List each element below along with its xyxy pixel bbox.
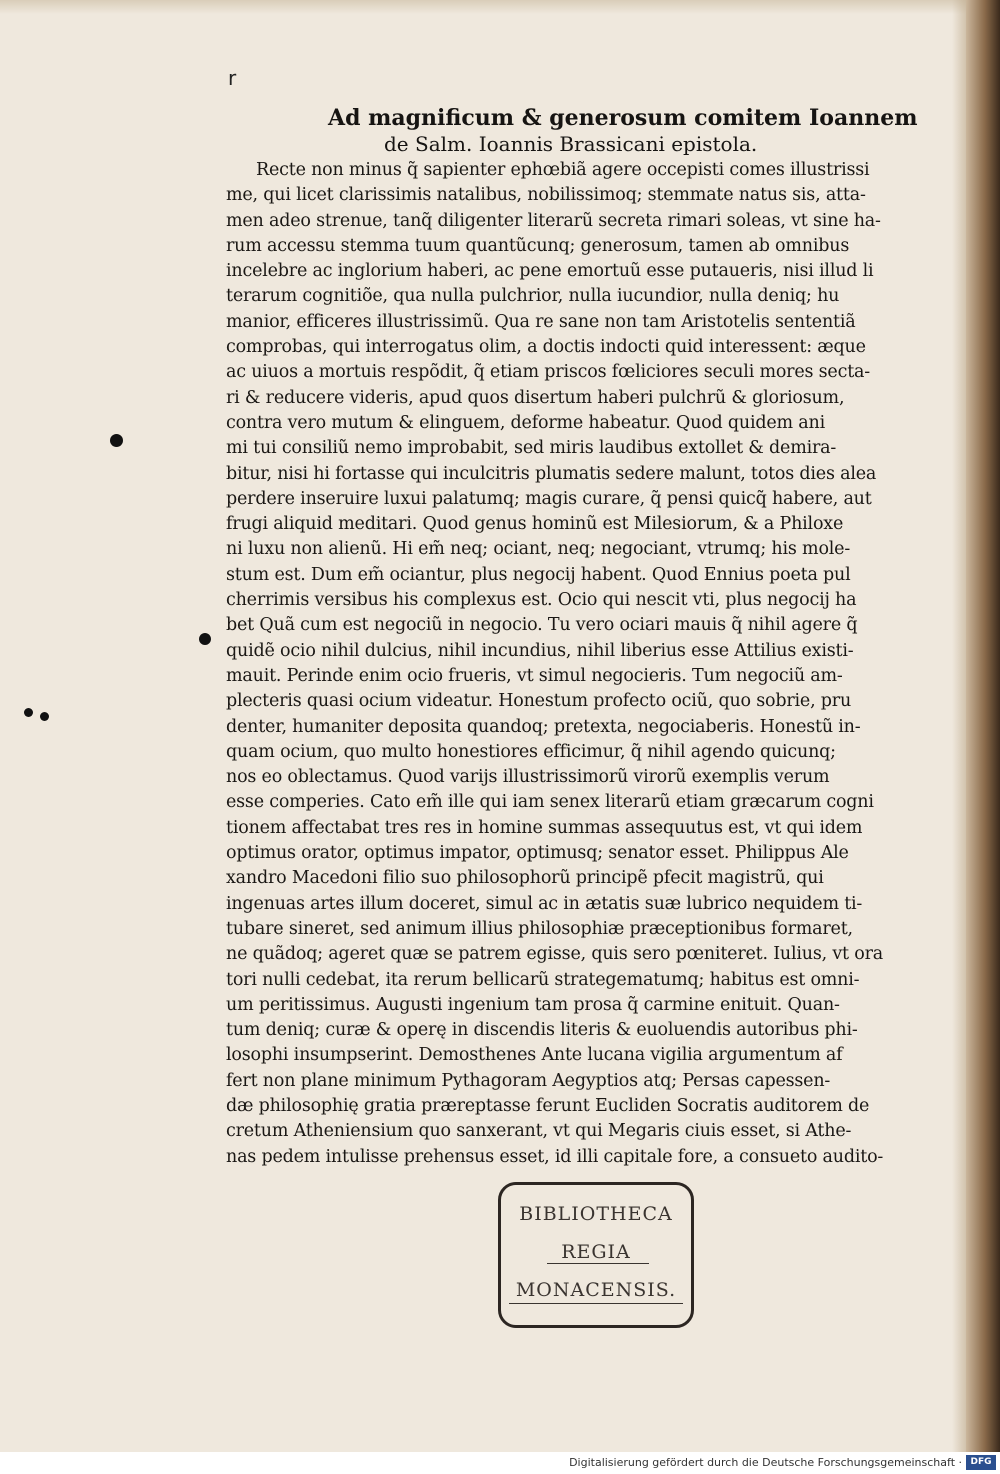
text-line: incelebre ac inglorium haberi, ac pene emortuũ esse putaueris, nisi illud li bbox=[226, 261, 874, 282]
text-line: mauit. Perinde enim ocio frueris, vt simul negocieris. Tum negociũ am- bbox=[226, 665, 843, 686]
corner-mark: r bbox=[228, 66, 237, 90]
ink-spot bbox=[24, 708, 33, 717]
book-binding-edge bbox=[966, 0, 1000, 1452]
text-line: men adeo strenue, tanq̃ diligenter literarũ secreta rimari soleas, vt sine ha- bbox=[226, 210, 881, 231]
text-line: ri & reducere videris, apud quos disertum haberi pulchrũ & gloriosum, bbox=[226, 387, 845, 408]
text-line: tubare sineret, sed animum illius philosophiæ præceptionibus formaret, bbox=[226, 918, 853, 939]
text-line: bet Quã cum est negociũ in negocio. Tu vero ociari mauis q̃ nihil agere q̃ bbox=[226, 615, 858, 636]
text-line: dæ philosophię gratia præreptasse ferunt Eucliden Socratis auditorem de bbox=[226, 1095, 870, 1116]
text-line: plecteris quasi ocium videatur. Honestum profecto ociũ, quo sobrie, pru bbox=[226, 691, 852, 712]
text-line: Recte non minus q̃ sapienter ephœbiã agere occepisti comes illustrissi bbox=[256, 160, 870, 180]
stamp-rule bbox=[509, 1303, 683, 1304]
text-line: um peritissimus. Augusti ingenium tam prosa q̃ carmine enituit. Quan- bbox=[226, 994, 840, 1015]
funding-notice: Digitalisierung gefördert durch die Deutsche Forschungsgemeinschaft · bbox=[569, 1456, 962, 1469]
text-line: mi tui consiliũ nemo improbabit, sed miris laudibus extollet & demira- bbox=[226, 438, 837, 459]
page-top-edge bbox=[0, 0, 1000, 14]
text-line: bitur, nisi hi fortasse qui inculcitris plumatis sedere malunt, totos dies alea bbox=[226, 463, 877, 484]
ink-spot bbox=[199, 633, 211, 645]
text-line: comprobas, qui interrogatus olim, a doctis indocti quid interessent: æque bbox=[226, 337, 866, 358]
text-line: ne quãdoq; ageret quæ se patrem egisse, quis sero pœniteret. Iulius, vt ora bbox=[226, 944, 883, 965]
stamp-line-1: BIBLIOTHECA bbox=[519, 1203, 673, 1225]
text-line: nas pedem intulisse prehensus esset, id illi capitale fore, a consueto audito- bbox=[226, 1146, 884, 1167]
text-line: nos eo oblectamus. Quod varijs illustrissimorũ virorũ exemplis verum bbox=[226, 767, 830, 788]
text-line: cretum Atheniensium quo sanxerant, vt qui Megaris ciuis esset, si Athe- bbox=[226, 1121, 852, 1142]
text-line: optimus orator, optimus impator, optimusq; senator esset. Philippus Ale bbox=[226, 843, 849, 864]
footer-bar bbox=[0, 1452, 1000, 1474]
ink-spot bbox=[110, 434, 123, 447]
text-line: manior, efficeres illustrissimũ. Qua re sane non tam Aristotelis sententiã bbox=[226, 311, 856, 332]
text-line: quam ocium, quo multo honestiores efficimur, q̃ nihil agendo quicunq; bbox=[226, 741, 836, 762]
text-line: cherrimis versibus his complexus est. Ocio qui nescit vti, plus negocij ha bbox=[226, 590, 857, 611]
text-line: esse comperies. Cato em̃ ille qui iam senex literarũ etiam græcarum cogni bbox=[226, 792, 874, 813]
stamp-line-3: MONACENSIS. bbox=[515, 1279, 677, 1301]
text-line: stum est. Dum em̃ ociantur, plus negocij habent. Quod Ennius poeta pul bbox=[226, 564, 851, 585]
text-line: terarum cognitiõe, qua nulla pulchrior, nulla iucundior, nulla deniq; hu bbox=[226, 286, 840, 307]
text-line: frugi aliquid meditari. Quod genus hominũ est Milesiorum, & a Philoxe bbox=[226, 514, 844, 535]
text-line: me, qui licet clarissimis natalibus, nobilissimoq; stemmate natus sis, atta- bbox=[226, 185, 866, 206]
letter-subtitle: de Salm. Ioannis Brassicani epistola. bbox=[384, 132, 758, 156]
text-line: ni luxu non alienũ. Hi em̃ neq; ociant, neq; negociant, vtrumq; his mole- bbox=[226, 539, 851, 560]
text-line: denter, humaniter deposita quandoq; pretexta, negociaberis. Honestũ in- bbox=[226, 716, 861, 737]
ink-spot bbox=[40, 712, 49, 721]
letter-body bbox=[226, 158, 931, 1170]
text-line: ac uiuos a mortuis respõdit, q̃ etiam priscos fœliciores seculi mores secta- bbox=[226, 362, 870, 383]
text-line: xandro Macedoni filio suo philosophorũ principẽ pfecit magistrũ, qui bbox=[226, 868, 824, 889]
letter-title: Ad magnificum & generosum comitem Ioannem bbox=[328, 105, 918, 131]
dfg-logo: DFG bbox=[966, 1455, 996, 1470]
text-line: ingenuas artes illum doceret, simul ac in ætatis suæ lubrico nequidem ti- bbox=[226, 893, 863, 914]
text-line: contra vero mutum & elinguem, deforme habeatur. Quod quidem ani bbox=[226, 412, 825, 433]
text-line: tori nulli cedebat, ita rerum bellicarũ strategematumq; habitus est omni- bbox=[226, 969, 860, 990]
stamp-line-2: REGIA bbox=[561, 1241, 631, 1263]
text-line: perdere inseruire luxui palatumq; magis curare, q̃ pensi quicq̃ habere, aut bbox=[226, 488, 872, 509]
text-line: rum accessu stemma tuum quantũcunq; generosum, tamen ab omnibus bbox=[226, 235, 850, 256]
text-line: losophi insumpserint. Demosthenes Ante lucana vigilia argumentum af bbox=[226, 1045, 843, 1066]
stamp-rule bbox=[547, 1263, 649, 1264]
text-line: tum deniq; curæ & operę in discendis literis & euoluendis autoribus phi- bbox=[226, 1020, 858, 1041]
text-line: fert non plane minimum Pythagoram Aegyptios atq; Persas capessen- bbox=[226, 1070, 831, 1091]
library-stamp bbox=[498, 1182, 694, 1328]
text-line: quidẽ ocio nihil dulcius, nihil incundius, nihil liberius esse Attilius existi- bbox=[226, 640, 854, 661]
text-line: tionem affectabat tres res in homine summas assequutus est, vt qui idem bbox=[226, 817, 863, 838]
